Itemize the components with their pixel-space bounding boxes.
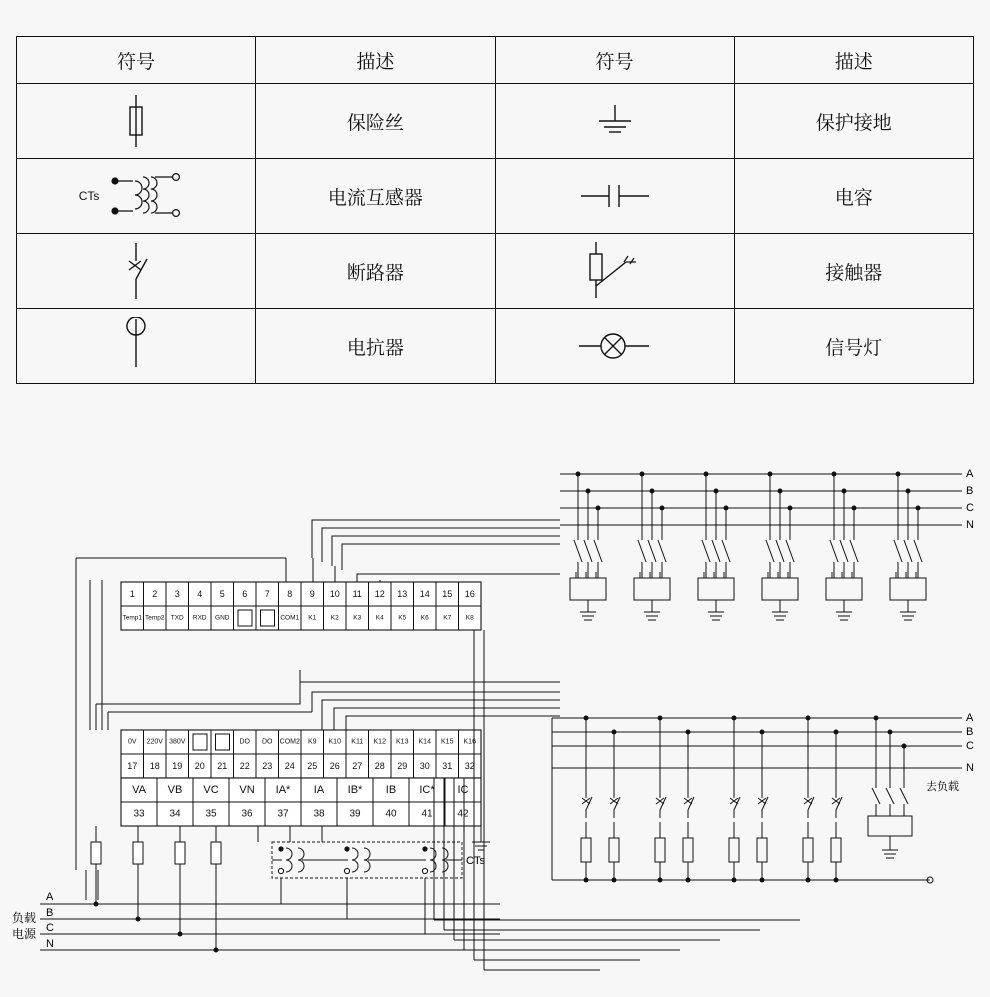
top-terminal-number-3: 3	[174, 589, 180, 599]
top-terminal-number-11: 11	[352, 589, 362, 599]
measure-terminal-number-39: 39	[349, 808, 361, 820]
bottom-terminal-number-27: 27	[352, 761, 363, 771]
top-terminal-label-1: Temp2	[144, 614, 165, 622]
bus-label-top-a: A	[966, 468, 974, 480]
circuit-breaker-symbol-cell	[17, 234, 256, 309]
bus-label-mid-c: C	[966, 740, 974, 752]
current-transformer-group	[272, 842, 485, 878]
bus-label-bottom-n: N	[46, 938, 54, 950]
legend-header-row	[17, 37, 974, 84]
bottom-terminal-number-21: 21	[217, 761, 228, 771]
legend-row	[17, 309, 974, 384]
fuse-icon	[17, 84, 255, 158]
measure-terminal-number-36: 36	[241, 808, 253, 820]
bottom-terminal-label-7: COM2	[279, 738, 300, 746]
bottom-terminal-number-28: 28	[374, 761, 385, 771]
reactor-symbol-cell	[17, 309, 256, 384]
measure-terminal-number-34: 34	[169, 808, 181, 820]
legend-desc-contactor: 接触器	[734, 234, 974, 309]
bottom-terminal-label-2: 380V	[169, 738, 186, 746]
bottom-terminal-label-11: K12	[373, 738, 386, 746]
signal-lamp-symbol-cell	[495, 309, 734, 384]
circuit-breaker-icon	[17, 234, 255, 308]
top-terminal-number-14: 14	[419, 589, 430, 599]
bottom-terminal-label-10: K11	[351, 738, 364, 746]
bus-label-mid-a: A	[966, 712, 974, 724]
source-label-line1: 负载	[12, 911, 37, 925]
current-transformer-symbol-cell	[17, 159, 256, 234]
measure-terminal-number-38: 38	[313, 808, 325, 820]
bottom-terminal-label-1: 220V	[146, 738, 163, 746]
bottom-terminal-label-8: K9	[307, 738, 317, 746]
measure-terminal-label-IA: IA	[313, 784, 325, 796]
bottom-terminal-label-15: K16	[463, 738, 476, 746]
fuse-symbol-cell	[17, 84, 256, 159]
legend-row	[17, 84, 974, 159]
measure-terminal-number-35: 35	[205, 808, 217, 820]
schematic-svg	[0, 430, 990, 997]
protective-earth-symbol-cell	[495, 84, 734, 159]
bottom-terminal-number-17: 17	[127, 761, 138, 771]
bottom-terminal-label-9: K10	[328, 738, 341, 746]
top-terminal-number-9: 9	[309, 589, 315, 599]
bottom-terminal-number-20: 20	[194, 761, 205, 771]
top-terminal-number-5: 5	[219, 589, 225, 599]
top-terminal-number-12: 12	[374, 589, 385, 599]
measure-terminal-number-33: 33	[133, 808, 145, 820]
bottom-terminal-label-0: 0V	[127, 738, 137, 746]
bottom-terminal-number-18: 18	[149, 761, 160, 771]
wiring-schematic	[0, 430, 990, 997]
top-terminal-label-12: K5	[398, 614, 407, 622]
cts-legend-label: CTs	[78, 189, 100, 203]
legend-desc-ct: 电流互感器	[256, 159, 495, 234]
legend-desc-lamp: 信号灯	[734, 309, 974, 384]
measure-terminal-label-VC: VC	[203, 784, 219, 796]
bus-label-mid-n: N	[966, 762, 974, 774]
current-transformer-icon	[17, 159, 255, 233]
legend-header-desc-right: 描述	[734, 37, 974, 84]
top-terminal-number-10: 10	[329, 589, 340, 599]
bottom-terminal-number-24: 24	[284, 761, 295, 771]
earth-symbol-schematic	[472, 826, 490, 850]
top-terminal-number-15: 15	[442, 589, 453, 599]
legend-desc-reactor: 电抗器	[256, 309, 495, 384]
contactor-symbol-cell	[495, 234, 734, 309]
bottom-terminal-label-12: K13	[396, 738, 409, 746]
cts-schematic-label: CTs	[466, 855, 485, 867]
measure-terminal-label-VA: VA	[132, 784, 146, 796]
signal-lamp-icon	[496, 309, 734, 383]
measure-terminal-number-41: 41	[421, 808, 433, 820]
bottom-terminal-number-19: 19	[172, 761, 183, 771]
bus-label-top-b: B	[966, 485, 974, 497]
top-terminal-label-11: K4	[375, 614, 384, 622]
top-terminal-label-10: K3	[353, 614, 362, 622]
top-terminal-label-4: GND	[215, 614, 230, 622]
bus-label-bottom-a: A	[46, 891, 54, 903]
bottom-terminal-label-13: K14	[418, 738, 431, 746]
top-terminal-number-1: 1	[129, 589, 135, 599]
bottom-terminal-number-32: 32	[464, 761, 475, 771]
bus-label-top-c: C	[966, 502, 974, 514]
top-terminal-number-16: 16	[464, 589, 475, 599]
top-terminal-label-8: K1	[308, 614, 317, 622]
bottom-terminal-number-25: 25	[307, 761, 318, 771]
bottom-terminal-number-30: 30	[419, 761, 430, 771]
top-terminal-label-15: K8	[465, 614, 474, 622]
legend-desc-capacitor: 电容	[734, 159, 974, 234]
top-terminal-number-7: 7	[264, 589, 270, 599]
legend-row	[17, 159, 974, 234]
bottom-terminal-number-22: 22	[239, 761, 250, 771]
top-terminal-label-2: TXD	[170, 614, 184, 622]
bus-label-top-n: N	[966, 519, 974, 531]
top-terminal-number-8: 8	[287, 589, 293, 599]
bus-label-bottom-b: B	[46, 907, 54, 919]
reactor-icon	[17, 309, 255, 383]
capacitor-symbol-cell	[495, 159, 734, 234]
bus-label-bottom-c: C	[46, 922, 54, 934]
source-label-line2: 电源	[12, 927, 37, 941]
top-terminal-label-14: K7	[443, 614, 452, 622]
contactor-icon	[496, 234, 734, 308]
bottom-terminal-number-29: 29	[397, 761, 408, 771]
measure-terminal-label-IB*: IB*	[347, 784, 363, 796]
top-terminal-label-9: K2	[330, 614, 339, 622]
bus-label-mid-b: B	[966, 726, 974, 738]
measure-terminal-label-IC*: IC*	[419, 784, 435, 796]
protective-earth-icon	[496, 84, 734, 158]
top-terminal-number-6: 6	[242, 589, 248, 599]
legend-desc-earth: 保护接地	[734, 84, 974, 159]
bottom-terminal-number-26: 26	[329, 761, 340, 771]
bottom-terminal-number-23: 23	[262, 761, 273, 771]
to-load-label: 去负载	[926, 781, 959, 793]
bottom-terminal-label-14: K15	[441, 738, 454, 746]
legend-desc-breaker: 断路器	[256, 234, 495, 309]
bottom-terminal-label-5: DO	[239, 738, 250, 746]
legend-header-symbol-right: 符号	[495, 37, 734, 84]
measure-terminal-label-VB: VB	[167, 784, 183, 796]
legend-row	[17, 234, 974, 309]
bottom-terminal-number-31: 31	[442, 761, 453, 771]
measure-terminal-label-IA*: IA*	[275, 784, 291, 796]
legend-desc-fuse: 保险丝	[256, 84, 495, 159]
measure-terminal-label-VN: VN	[239, 784, 255, 796]
top-terminal-label-13: K6	[420, 614, 429, 622]
measure-terminal-number-37: 37	[277, 808, 289, 820]
capacitor-icon	[496, 159, 734, 233]
top-terminal-label-7: COM1	[280, 614, 300, 622]
symbol-legend-table	[16, 36, 974, 384]
legend-header-symbol-left: 符号	[17, 37, 256, 84]
top-terminal-label-0: Temp1	[122, 614, 143, 622]
legend-header-desc-left: 描述	[256, 37, 495, 84]
top-terminal-number-13: 13	[397, 589, 408, 599]
measure-terminal-number-40: 40	[385, 808, 397, 820]
bottom-terminal-label-6: DO	[262, 738, 273, 746]
top-terminal-number-4: 4	[197, 589, 203, 599]
top-terminal-number-2: 2	[152, 589, 158, 599]
measure-terminal-label-IC: IC	[457, 784, 469, 796]
measure-terminal-number-42: 42	[457, 808, 469, 820]
top-terminal-label-3: RXD	[192, 614, 207, 622]
measure-terminal-label-IB: IB	[385, 784, 397, 796]
